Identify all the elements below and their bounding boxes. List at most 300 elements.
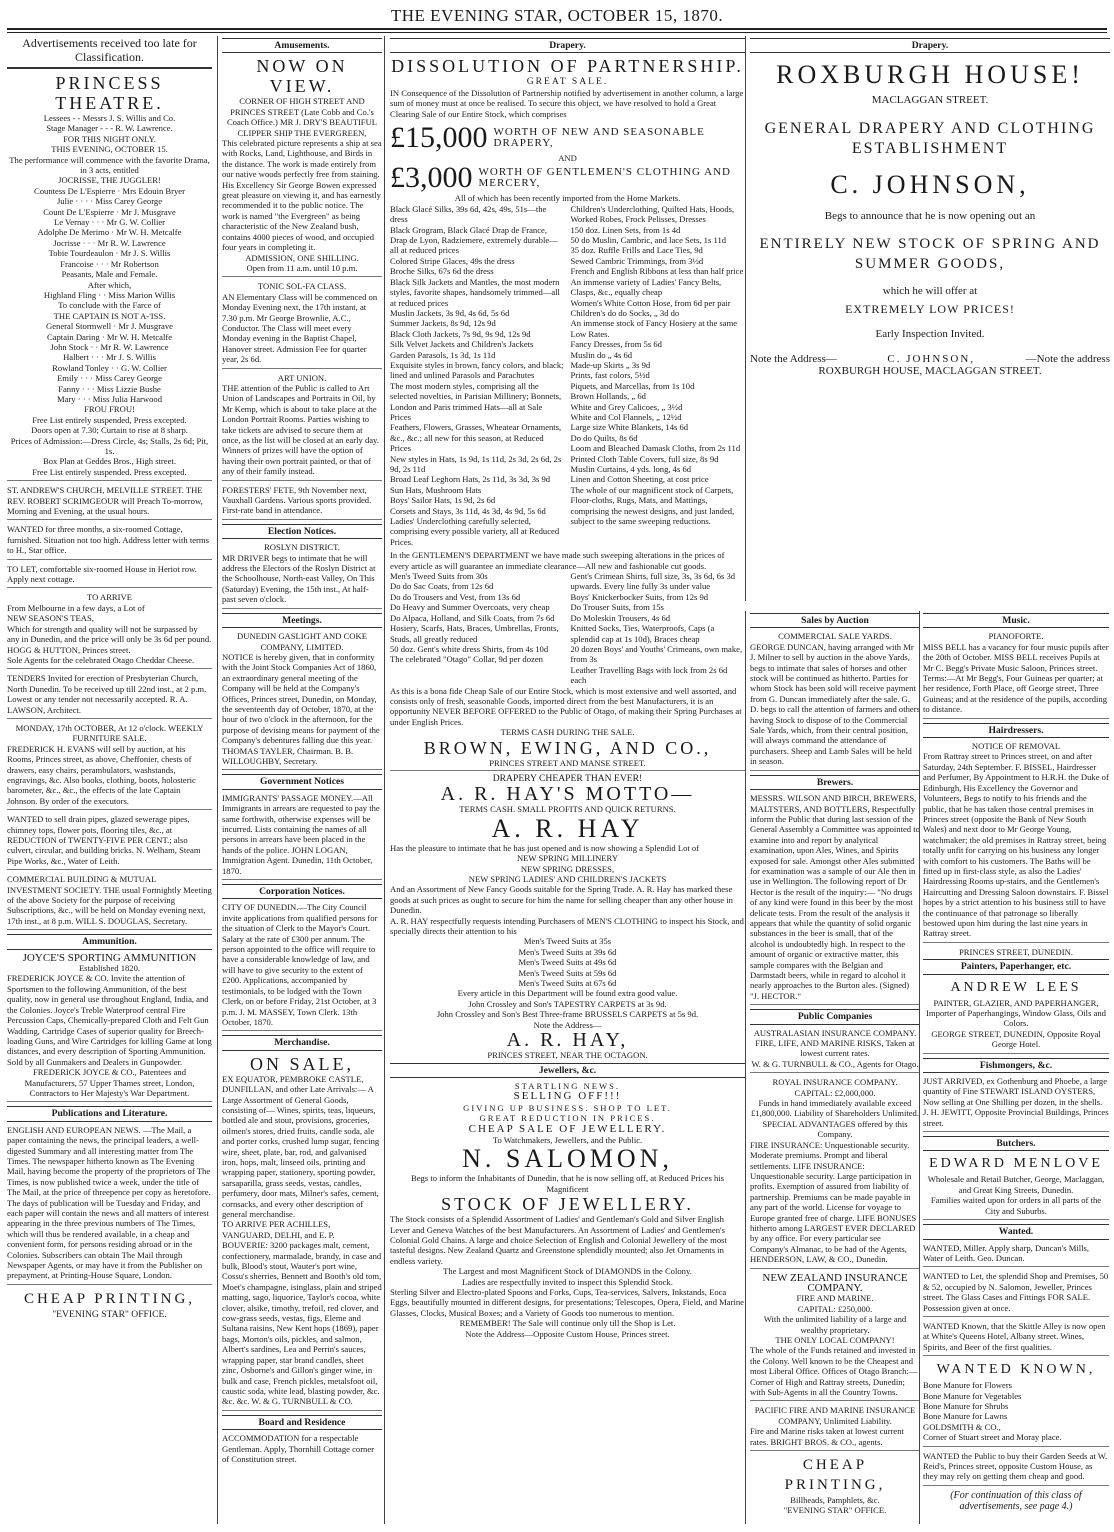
hay-suit: Men's Tweed Suits at 39s 6d xyxy=(518,946,617,957)
royal-title: ROYAL INSURANCE COMPANY. xyxy=(772,1077,898,1088)
princess-line: Highland Fling · · Miss Marion Willis xyxy=(43,289,176,300)
princess-line: Le Vernay · · · Mr G. W. Collier xyxy=(53,217,166,228)
drapery-item: Summer Jackets, 8s 9d, 12s 9d xyxy=(390,318,496,329)
section-board: Board and Residence xyxy=(222,1415,382,1430)
bone-manure-line: Bone Manure for Flowers xyxy=(923,1380,1013,1391)
gents-item: Do do Sac Coats, from 12s 6d xyxy=(390,581,494,592)
hay-body: Has the pleasure to intimate that he has just opened and is now showing a Splendid Lot of xyxy=(390,842,700,853)
general-drapery: GENERAL DRAPERY AND CLOTHING ESTABLISHMENT xyxy=(764,119,1096,157)
teas-line: Sole Agents for the celebrated Otago Cheddar Cheese. xyxy=(7,654,195,665)
princess-line: Halbert · · · Mr J. S. Willis xyxy=(63,352,156,363)
pac-title: PACIFIC FIRE AND MARINE INSURANCE COMPANY, Unlimited Liability. xyxy=(754,1405,916,1426)
drapery-item: Fancy Dresses, from 5s 6d xyxy=(570,339,662,350)
arhay-motto: A. R. HAY'S MOTTO— xyxy=(440,783,695,806)
tonic-title: TONIC SOL-FA CLASS. xyxy=(257,281,347,292)
drapery-item: Children's do do Socks, „ 3d do xyxy=(570,307,680,318)
to-let-ad: TO LET, comfortable six-roomed House in Heriot row. Apply next cottage. xyxy=(7,564,212,589)
drapery-item: Black Silk Jackets and Mantles, the most modern styles, favorite shapes, handsomely trimmed—all at reduced prices xyxy=(390,276,560,308)
princess-line: Captain Daring · Mr W. H. Metcalfe xyxy=(46,331,173,342)
princess-line: Free List entirely suspended. Press excepted. xyxy=(32,466,187,477)
hay-suit: Men's Tweed Suits at 59s 6d xyxy=(518,967,617,978)
roslyn-ad xyxy=(222,542,382,608)
maclaggan: MACLAGGAN STREET. xyxy=(871,94,989,107)
section-election: Election Notices. xyxy=(222,524,382,539)
selling-off: SELLING OFF!!! xyxy=(513,1090,622,1103)
great-reduction: GREAT REDUCTION IN PRICES. xyxy=(479,1113,656,1124)
section-corporation: Corporation Notices. xyxy=(222,884,382,899)
princess-line: Peasants, Male and Female. xyxy=(61,269,158,280)
evergreen-ad xyxy=(222,56,382,277)
wanted-known-ad xyxy=(923,1360,1109,1446)
drapery-item: Corsets and Stays, 3s 11d, 4s 3d, 4s 9d, 5s 6d xyxy=(390,505,546,516)
amount-line-1 xyxy=(390,123,745,153)
tonic-solfa-ad xyxy=(222,281,382,368)
salomon-name: N. SALOMON, xyxy=(462,1144,673,1174)
special-adv: SPECIAL ADVANTAGES offered by this Company. xyxy=(762,1118,908,1140)
princess-line: Rowland Tonley · · G. W. Collier xyxy=(52,362,167,373)
wanted-cottage-ad: WANTED for three months, a six-roomed Cottage, furnished. Situation not too high. Address letter with terms to H., Star office. xyxy=(7,524,212,559)
drapery-item: Muslin do „ 4s 6d xyxy=(570,349,633,360)
jewitt-ad: JUST ARRIVED, ex Gothenburg and Phoebe, a large quantity of Fine STEWART ISLAND OYSTERS, Now selling at One Shilling per dozen, in the shells. J. H. JEWITT, Opposite Provincial Buildings, Princes street. xyxy=(923,1076,1109,1132)
to-watchmakers: To Watchmakers, Jewellers, and the Public. xyxy=(492,1134,643,1145)
princess-line: Francoise · · · Mr Robertson xyxy=(60,258,159,269)
joyce-foot: FREDERICK JOYCE & CO., Patentees and Manufacturers, 57 Upper Thames street, London, Contractors to Her Majesty's War Department. xyxy=(24,1067,195,1098)
princess-line: Mary · · · Miss Julia Harwood xyxy=(56,393,163,404)
nz-body: With the unlimited liability of a large and wealthy proprietary. xyxy=(763,1314,907,1335)
wanted-skittle: WANTED Known, that the Skittle Alley is now open at White's Queens Hotel, Albany street. Wines, Spirits, and Beer of the first qualities. xyxy=(923,1321,1109,1356)
evergreen-body: This celebrated picture represents a ship at sea with Rocks, Land, Lighthouse, and Birds in the distance. The work is made entirely from our native woods perfectly free from staining. His Excellency Sir George Bowen expressed great pleasure on viewing it, and has earnestly recommended it to the public notice. The work is named "the Evergreen" as being characteristic of the New Zealand bush, contains 4000 pieces of wood, and occupied four years in completing it. xyxy=(222,138,382,253)
princess-line: Emily · · · Miss Carey George xyxy=(57,373,162,384)
bone-manure-line: Corner of Stuart street and Moray place. xyxy=(923,1432,1062,1443)
imported-line: All of which has been recently imported from the Home Markets. xyxy=(454,193,681,204)
gents-item: Boys' Knickerbocker Suits, from 12s 9d xyxy=(570,591,709,602)
princess-line: FOR THIS NIGHT ONLY. xyxy=(63,133,156,144)
column-2 xyxy=(217,36,386,1524)
section-music: Music. xyxy=(923,613,1109,628)
gents-item: Do Moleskin Trousers, 4s 6d xyxy=(570,612,671,623)
drapery-item: Colored Stripe Glaces, 49s the dress xyxy=(390,255,515,266)
drapery-item: Do do Quilts, 8s 6d xyxy=(570,432,638,443)
gents-list-left xyxy=(390,571,565,685)
drapery-item: 150 doz. Linen Sets, from 1s 4d xyxy=(570,224,681,235)
and-text: AND xyxy=(558,153,577,164)
wanted-miller: WANTED, Miller. Apply sharp, Duncan's Mills, Water of Leith. Geo. Duncan. xyxy=(923,1243,1109,1268)
princess-line: Countess De L'Espierre · Mrs Edouin Bryer xyxy=(34,185,185,196)
cheap-sale-jewellery: CHEAP SALE OF JEWELLERY. xyxy=(468,1122,667,1135)
section-fishmongers: Fishmongers, &c. xyxy=(923,1058,1109,1073)
star-office-2: "EVENING STAR" OFFICE. xyxy=(783,1505,887,1516)
wilson-birch-ad: MESSRS. WILSON AND BIRCH, BREWERS, MALTSTERS, AND BOTTLERS, Respectfully inform the Public that during last session of the General Assembly a Committee was appointed to examine into and report by analytical examination, upon Ales, Wines, and Spirits exposed for sale. Amongst other Ales submitted for examination was a sample of our Ale then in use in Wellington. The following report of Dr Hector is the result of the inquiry:— "No drugs of any kind were found in this beer by the most delicate tests. From the result of the analysis it appears that while the quantity of solid organic substances in the beer is small, that of the alcohol is undoubtedly high. In respect to the amount of organic or extractive matter, this sample compares with the Belgian and Darmstadt beers, while in regard to alcohol it nearly approaches to the Burton ales. (Signed) "J. HECTOR." xyxy=(750,793,920,1005)
princess-line: Jocrisse · · · Mr R. W. Lawrence xyxy=(53,237,166,248)
nz-title: NEW ZEALAND INSURANCE COMPANY. xyxy=(762,1271,908,1294)
bone-manure-line: Bone Manure for Lawns xyxy=(923,1411,1008,1422)
drapery-item: Muslin Jackets, 3s 9d, 4s 6d, 5s 6d xyxy=(390,307,510,318)
stock-of-jewellery: STOCK OF JEWELLERY. xyxy=(441,1194,694,1215)
teas-ad xyxy=(7,592,212,669)
drapery-item: The whole of our magnificent stock of Carpets, Floor-cloths, Rugs, Mats, and Mattings, comprising the newest designs, and just landed, subject to the same sweeping reductions. xyxy=(570,484,735,527)
amount-3000: £3,000 xyxy=(390,161,473,195)
diamonds: The Largest and most Magnificent Stock of DIAMONDS in the Colony. xyxy=(443,1266,692,1277)
remember: REMEMBER! The Sale will continue only till the Shop is Let. xyxy=(459,1318,676,1329)
gents-item: Knitted Socks, Ties, Waterproofs, Caps (a splendid cap at 1s 10d), Braces cheap xyxy=(570,623,715,644)
gents-item: Hosiery, Scarfs, Hats, Braces, Umbrellas, Fronts, Studs, all greatly reduced xyxy=(390,623,559,644)
roxburgh-ad xyxy=(745,36,1114,601)
menlove-body-2: Families waited upon for orders in all parts of the City and Suburbs. xyxy=(930,1195,1102,1216)
gas-title: DUNEDIN GASLIGHT AND COKE COMPANY, LIMITED. xyxy=(237,631,367,652)
drapery-item: Printed Cloth Table Covers, full size, 8s 9d xyxy=(570,453,719,464)
hay-line: NEW SPRING MILLINERY xyxy=(516,853,619,864)
salomon-address: Note the Address—Opposite Custom House, Princes street. xyxy=(465,1328,670,1339)
begs-announce: Begs to announce that he is now opening out an xyxy=(824,209,1036,222)
princess-line: Julie · · · · Miss Carey George xyxy=(56,196,163,207)
early-inspection: Early Inspection Invited. xyxy=(875,328,985,341)
princess-line: Adolphe De Merimo · Mr W. H. Metcalfe xyxy=(37,227,182,238)
brown-address: PRINCES STREET AND MANSE STREET. xyxy=(390,758,745,771)
section-jewellers: Jewellers, &c. xyxy=(390,1063,745,1078)
teas-lines xyxy=(7,603,212,665)
princess-line: John Stock · · Mr R. W. Lawrence xyxy=(50,341,169,352)
menlove-body: Wholesale and Retail Butcher, George, Maclaggan, and Great King Streets, Dunedin. xyxy=(927,1174,1105,1195)
star-office-1: "EVENING STAR" OFFICE. xyxy=(52,1308,167,1320)
drain-pipes-ad: WANTED to sell drain pipes, glazed sewerage pipes, chimney tops, flower pots, flooring tiles, &c., at REDUCTION of TWENTY-FIVE PER CENT.; also culvert, circular, and building bricks. N. Welham, Steam Pipe Works, &c., Water of Leith. xyxy=(7,814,212,870)
bissel-address: PRINCES STREET, DUNEDIN. xyxy=(959,946,1073,957)
evans-auction-ad xyxy=(7,723,212,810)
drapery-item: Boys' Sailor Hats, 1s 9d, 2s 6d xyxy=(390,495,496,506)
gents-item: Do Trouser Suits, from 15s xyxy=(570,602,664,613)
section-drapery-1: Drapery. xyxy=(390,38,745,53)
lees-ad xyxy=(923,978,1109,1054)
royal-ad xyxy=(750,1077,920,1268)
princess-line: Stage Manager - - - R. W. Lawrence. xyxy=(46,123,173,134)
continuation-note: (For continuation of this class of advertisements, see page 4.) xyxy=(950,1489,1082,1513)
cheaper-than-ever: DRAPERY CHEAPER THAN EVER! xyxy=(492,772,643,784)
art-union-ad xyxy=(222,373,382,481)
gents-item: Do Alpaca, Holland, and Silk Coats, from 7s 6d xyxy=(390,612,555,623)
masthead-rule xyxy=(7,28,1107,33)
hay-address: PRINCES STREET, NEAR THE OCTAGON. xyxy=(487,1050,648,1061)
fire-ins: FIRE INSURANCE: Unquestionable security. Moderate premiums. Prompt and liberal settlements. LIFE INSURANCE: Unquestionable security. Large participation in profits. Exemption of assured from liability of partnership. Premiums can be made payable in any part of the world. License for voyage to Europe granted free of charge. LIFE BONUSES hitherto among LARGEST EVER DECLARED by any office. For every particular see Company's Almanac, to be had of the Agents, HENDERSON, LAW, & CO., Dunedin. xyxy=(750,1139,917,1265)
gents-item: Gent's Crimean Shirts, full size, 3s, 3s 6d, 6s 3d upwards. Every line fully 3s under value xyxy=(570,571,736,592)
entirely-new: ENTIRELY NEW STOCK OF SPRING AND SUMMER GOODS, xyxy=(759,236,1101,273)
hay-body-5: John Crossley and Son's TAPESTRY CARPETS at 3s 9d. xyxy=(468,998,667,1009)
bone-manure-line: GOLDSMITH & CO., xyxy=(923,1421,1001,1432)
note-address: Note the Address— xyxy=(750,353,837,366)
drapery-item: Black Cloth Jackets, 7s 9d, 9s 9d, 12s 9d xyxy=(390,328,531,339)
section-public-companies: Public Companies xyxy=(750,1009,920,1024)
amount-15000-text: WORTH OF NEW AND SEASONABLE DRAPERY, xyxy=(493,125,705,150)
drapery-item: Black Grogram, Black Glacé Drap de France, Drap de Lyon, Radziemere, extremely durable—all at reduced prices xyxy=(390,224,558,256)
billheads: Billheads, Pamphlets, &c. xyxy=(790,1495,880,1506)
aus-body: FIRE, LIFE, AND MARINE RISKS, Taken at lowest current rates. xyxy=(755,1038,915,1059)
princess-line: Tobie Tourdeaulon · Mr J. S. Willis xyxy=(48,248,171,259)
princess-line: Prices of Admission:—Dress Circle, 4s; Stalls, 2s 6d; Pit, 1s. xyxy=(10,435,209,456)
notice-removal: NOTICE OF REMOVAL xyxy=(971,741,1061,752)
section-merchandise: Merchandise. xyxy=(222,1035,382,1050)
section-amusements: Amusements. xyxy=(222,38,382,53)
joyce-ammunition-ad xyxy=(7,953,212,1103)
princess-line: Lessees - - Messrs J. S. Willis and Co. xyxy=(43,113,176,123)
drapery-item: Sewed Cambric Trimmings, from 3½d xyxy=(570,255,704,266)
miss-bell-ad: MISS BELL has a vacancy for four music pupils after the 20th of October. MISS BELL receives Pupils at Mr C. Begg's Private Music Saloon, Princes street. Terms:—At Mr Begg's, Four Guineas per quarter; at her residence, Forth Place, off George street, Three Guineas; and at the residence of the pupils, according to distance. xyxy=(923,642,1109,719)
hay-line: NEW SPRING LADIES' AND CHILDREN'S JACKETS xyxy=(468,874,667,884)
masthead: THE EVENING STAR, OCTOBER 15, 1870. xyxy=(390,6,724,25)
drapery-item: Sun Hats, Mushroom Hats xyxy=(390,484,482,495)
drapery-item: Exquisite styles in brown, fancy colors, and black; lined and unlined Parasols and Parachutes xyxy=(390,359,564,381)
bone-manure-line: Bone Manure for Vegetables xyxy=(923,1390,1022,1401)
arhay-name-2: A. R. HAY, xyxy=(506,1029,629,1052)
evans-body: FREDERICK H. EVANS will sell by auction, at his Rooms, Princes street, as above, Cheffonier, chests of drawers, easy chairs, perambulators, washstands, engravings, &c. Also books, clothing, boots, holosteric barometer, &c., &c., the effects of the late Captain Johnson. By order of the executors. xyxy=(7,743,196,806)
terms-cash: TERMS CASH DURING THE SALE. xyxy=(500,727,635,738)
amount-3000-text: WORTH OF GENTLEMEN'S CLOTHING AND MERCERY, xyxy=(478,166,731,190)
column-3 xyxy=(384,36,750,1524)
section-hairdressers: Hairdressers. xyxy=(923,723,1109,738)
hay-body-4: Every article in this Department will be found extra good value. xyxy=(457,988,678,999)
section-auction: Sales by Auction xyxy=(750,613,920,628)
salomon-body: Begs to inform the Inhabitants of Dunedin, that he is now selling off, at Reduced Prices his Magnificent xyxy=(411,1173,724,1194)
cheap-printing-2: CHEAP PRINTING, xyxy=(784,1457,886,1494)
late-ads-header: Advertisements received too late for Classification. xyxy=(7,36,212,69)
drapery-item: Garden Parasols, 1s 3d, 1s 11d xyxy=(390,349,496,360)
hay-note: Note the Address— xyxy=(533,1019,602,1030)
pianoforte: PIANOFORTE. xyxy=(988,631,1044,642)
on-sale-title: ON SALE, xyxy=(250,1053,354,1074)
gents-item: Do Heavy and Summer Overcoats, very cheap xyxy=(390,602,550,613)
section-government: Government Notices xyxy=(222,774,382,789)
drapery-item: Ladies' Underclothing carefully selected, comprising every possible variety, all at Reduced Prices. xyxy=(390,516,560,547)
drapery-lists xyxy=(390,204,745,547)
commercial-society-ad: COMMERCIAL BUILDING & MUTUAL INVESTMENT SOCIETY. THE usual Fortnightly Meeting of the above Society for the purpose of receiving Subscriptions, &c., will be held on Monday evening next, 17th inst., at 8 p.m. WILL S. DOUGLAS, Secretary. xyxy=(7,874,212,930)
drapery-item: New styles in Hats, 1s 9d, 1s 11d, 2s 3d, 2s 6d, 2s 9d, 2s 11d xyxy=(390,453,562,474)
only-local: THE ONLY LOCAL COMPANY! xyxy=(775,1335,895,1345)
drapery-list-right xyxy=(571,204,746,547)
foresters-ad: FORESTERS' FETE, 9th November next, Vauxhall Gardens. Various sports provided. First-rate band in attendance. xyxy=(222,485,382,520)
royal-body: Funds in hand immediately available exceed £1,800,000. Liability of Shareholders Unlimited. xyxy=(750,1098,920,1119)
princess-line: Fanny · · · Miss Lizzie Bushe xyxy=(58,383,161,394)
teas-head: TO ARRIVE xyxy=(87,592,132,603)
princess-line: FROU FROU! xyxy=(84,404,135,415)
drapery-item: 50 do Muslin, Cambric, and lace Sets, 1s 11d xyxy=(570,235,727,246)
tonic-body: AN Elementary Class will be commenced on Monday Evening next, the 17th instant, at 7.30 p.m. Mr George Brownlie, A.C., Conductor. The Class will meet every Monday evening in the Baptist Chapel, Hanover street. Admission Fee for quarter year, 2s 6d. xyxy=(222,291,378,365)
princess-line: The performance will commence with the favorite Drama, in 3 acts, entitled xyxy=(9,154,210,176)
gents-item: Leather Travelling Bags with lock from 2s 6d each xyxy=(570,664,728,686)
roslyn-body: MR DRIVER begs to intimate that he will address the Electors of the Roslyn District at the Schoolhouse, North-east Valley, On This (Saturday) Evening, the 15th inst., At half-past seven o'clock. xyxy=(222,552,376,605)
lees-body: PAINTER, GLAZIER, AND PAPERHANGER, Importer of Paperhangings, Window Glass, Oils and Colors. xyxy=(926,997,1106,1029)
princess-line: General Stormwell · Mr J. Musgrave xyxy=(46,321,173,332)
evans-head: MONDAY, 17th OCTOBER, At 12 o'clock. WEEKLY FURNITURE SALE. xyxy=(15,722,204,744)
roxburgh-title: ROXBURGH HOUSE! xyxy=(776,60,1084,90)
hay-suit: Men's Tweed Suits at 67s 6d xyxy=(518,978,617,989)
closing-text: As this is a bona fide Cheap Sale of our Entire Stock, which is most extensive and well assorted, and consists only of fresh, seasonable Goods, imported direct from the best Manufacturers, it is an opportunity NEVER BEFORE OFFERED to the Public of Otago, of making their Spring Purchases at under English Prices. xyxy=(390,685,742,727)
on-sale-body: EX EQUATOR, PEMBROKE CASTLE, DUNFILLAN, and other Late Arrivals:— A Large Assortment of General Goods, consisting of— Wines, spirits, teas, liqueurs, bottled ale and stout, provisions, groceries, oilmen's stores, dried fruits, candle soda, ale and porter corks, crushed lump sugar, fencing wire, sheet, plate, bar, rod, and galvanised iron, hops, malt, linseed oils, printing and wrapping paper, stationery, sporting powder, sarsaparilla, grass seeds, vestas, candles, perfumery, door mats, Milner's safes, cement, cornsacks, and every other description of general merchandise. xyxy=(222,1073,380,1219)
drapery-item: Broche Silks, 67s 6d the dress xyxy=(390,266,494,277)
brown-ewing: BROWN, EWING, AND CO., xyxy=(423,737,712,758)
duncan-ad: GEORGE DUNCAN, having arranged with Mr J. Milner to sell by auction in the above Yards, begs to intimate that sales of horses and other stock will be continued as hitherto. Parties for whom Stock has been sold will receive payment from G. Duncan immediately after the sale. G. D. begs to call the attention of farmers and others having Stock to dispose of to the Commercial Sale Yards, which, from their central position, will always command the attendance of purchasers. Sheep and Lamb Sales will be held in season. xyxy=(750,642,920,771)
section-butchers: Butchers. xyxy=(923,1136,1109,1151)
section-wanted: Wanted. xyxy=(923,1224,1109,1239)
drapery-item: Children's Underclothing, Quilted Hats, Hoods, Worked Robes, Frock Pelisses, Dresses xyxy=(570,203,735,225)
menlove-name: EDWARD MENLOVE xyxy=(929,1156,1103,1172)
drapery-item: The most modern styles, comprising all the selected novelties, in Parisian Millinery; Bonnets, London and Paris trimmed Hats—all at Sale Prices xyxy=(390,380,562,422)
hay-lines xyxy=(390,853,745,884)
princess-line: Free List entirely suspended, Press excepted. xyxy=(32,414,187,425)
section-painters: Painters, Paperhanger, etc. xyxy=(923,959,1109,974)
joyce-est: Established 1820. xyxy=(78,963,141,974)
drapery-item: Feathers, Flowers, Grasses, Wheatear Ornaments, &c., &c.; all new for this season, at Reduced Prices xyxy=(390,422,562,454)
aus-agents: W. & G. TURNBULL & CO., Agents for Otago. xyxy=(751,1058,919,1069)
princess-line: To conclude with the Farce of xyxy=(58,300,161,311)
dissolution-title: DISSOLUTION OF PARTNERSHIP. xyxy=(391,56,744,77)
drapery-item: Piquets, and Marcellas, from 1s 10d xyxy=(570,380,695,391)
on-sale-ad xyxy=(222,1054,382,1411)
tenders-ad: TENDERS Invited for erection of Presbyterian Church, North Dunedin. To be received up till 22nd inst., at 2 p.m. Lowest or any tender not necessarily accepted. R. A. LAWSON, Architect. xyxy=(7,673,212,719)
princess-line: Doors open at 7.30; Curtain to rise at 8 sharp. xyxy=(31,425,188,436)
aus-title: AUSTRALASIAN INSURANCE COMPANY. xyxy=(753,1027,917,1038)
gents-intro: In the GENTLEMEN'S DEPARTMENT we have made such sweeping alterations in the prices of every article as will guarantee an immediate clearance—All new and fashionable cut goods. xyxy=(390,550,725,571)
city-ad: CITY OF DUNEDIN.—The City Council invite applications from qualified persons for the situation of Clerk to the Mayor's Court. Salary at the rate of £300 per annum. The person appointed to the office will require to have a considerable knowledge of law, and will have to give security to the extent of £200. Applications, accompanied by testimonials, to be lodged with the Town Clerk, on or before Friday, 21st October, at 3 p.m. J. M. MASSEY, Town Clerk. 13th October, 1870. xyxy=(222,902,382,1031)
giving-up: GIVING UP BUSINESS. SHOP TO LET. xyxy=(463,1102,672,1113)
princess-line: THIS EVENING, OCTOBER 15. xyxy=(51,144,168,155)
section-publications: Publications and Literature. xyxy=(7,1106,212,1121)
drapery-item: Muslin Curtains, 4 yds. long, 4s 6d xyxy=(570,464,692,474)
section-drapery-2: Drapery. xyxy=(750,38,1110,53)
teas-line: From Melbourne in a few days, a Lot of xyxy=(7,602,145,613)
johnson-name-2: C. JOHNSON, xyxy=(887,353,976,366)
gas-body: NOTICE is hereby given, that in conformity with the Joint Stock Companies Act of 1860, an extraordinary general meeting of the Company will be held at the Company's Offices, Princes street, Dunedin, on Monday, the seventeenth day of October, 1870, at the hour of two o'clock in the afternoon, for the purpose of devising means for payment of the Company's debentures falling due this year. THOMAS TAYLER, Chairman. B. B. WILLOUGHBY, Secretary. xyxy=(222,651,380,766)
st-andrews-ad: ST. ANDREW'S CHURCH, MELVILLE STREET. THE REV. ROBERT SCRIMGEOUR will Preach To-morrow, Morning and Evening, at the usual hours. xyxy=(7,485,212,520)
joyce-title: JOYCE'S SPORTING AMMUNITION xyxy=(22,951,197,964)
sale-yards-title: COMMERCIAL SALE YARDS. xyxy=(778,631,892,642)
open-hours: Open from 11 a.m. until 10 p.m. xyxy=(246,262,358,273)
menlove-ad xyxy=(923,1154,1109,1220)
gents-item: Men's Tweed Suits from 30s xyxy=(390,571,488,582)
drapery-item: Linen and Cotton Sheeting, at cost price xyxy=(570,474,709,485)
great-sale: GREAT SALE. xyxy=(526,76,609,88)
bone-manure-lines xyxy=(923,1380,1109,1442)
salomon-body-2: The Stock consists of a Splendid Assortment of Ladies' and Gentleman's Gold and Silver English Lever and Geneva Watches of the best Manufacturers. An Assortment of Ladies' and Gentlemen's Colonial Gold Chains. A large and choice Selection of English and Colonial Jewellery of the most tasteful designs. New Zealand Quartz and Greenstone splendidly mounted; also Jet Ornaments in endless variety. xyxy=(390,1214,727,1266)
immigrants-ad: IMMIGRANTS' PASSAGE MONEY.—All Immigrants in arrears are requested to pay the same forthwith, otherwise expenses will be incurred. Lists containing the names of all persons in arrears have been placed in the hands of the police. JOHN LOGAN, Immigration Agent. Dunedin, 11th October, 1870. xyxy=(222,793,382,880)
hay-body-2: And an Assortment of New Fancy Goods suitable for the Spring Trade. A. R. Hay has marked these goods at such prices as ought to secure for him the name for selling cheaper than any other house in Dunedin. xyxy=(390,884,733,916)
hay-suits xyxy=(390,936,745,988)
column-4 xyxy=(745,611,924,1524)
gents-item: 20 dozen Boys' and Youths' Crimeans, own make, from 3s xyxy=(570,643,743,665)
roxburgh-address: ROXBURGH HOUSE, MACLAGGAN STREET. xyxy=(818,364,1042,377)
now-on-view: NOW ON VIEW. xyxy=(256,56,348,97)
arhay-sub: TERMS CASH. SMALL PROFITS AND QUICK RETURNS. xyxy=(459,804,676,815)
princess-line: JOCRISSE, THE JUGGLER! xyxy=(58,175,161,186)
amount-line-2 xyxy=(390,163,745,193)
drapery-item: An immense variety of Ladies' Fancy Belts, Clasps, &c., equally cheap xyxy=(570,276,722,298)
art-body: THE attention of the Public is called to Art Union of Landscapes and Portraits in Oil, by Mr Kemp, which is about to take place at the London Portrait Rooms. Parties wishing to take tickets are advised to secure them at once, as the list will be closed at an early day. Winners of prizes will have the option of having their own portrait painted, or that of any of their family instead. xyxy=(222,382,379,477)
section-ammunition: Ammunition. xyxy=(7,934,212,949)
gents-item: The celebrated "Otago" Collar, 9d per dozen xyxy=(390,654,543,665)
newspaper-page xyxy=(7,4,1110,1524)
teas-line: HOGG & HUTTON, Princes street. xyxy=(7,644,131,655)
drapery-item: Black Glacé Silks, 39s 6d, 42s, 49s, 51s—the dress xyxy=(390,203,547,225)
royal-capital: CAPITAL: £2,000,000. xyxy=(794,1087,876,1098)
offer-at: which he will offer at xyxy=(882,285,978,298)
drapery-item: 35 doz. Ruffle Frills and Lace Ties, 9d xyxy=(570,245,703,256)
column-1 xyxy=(7,36,216,1524)
art-title: ART UNION. xyxy=(277,372,327,383)
bissel-ad: From Rattray street to Princes street, on and after Saturday, 24th September. F. BISSEL, Hairdresser and Perfumer, By Appointment to H.R.H. the Duke of Edinburgh, His Excellency the Governor and Volunteers, Begs to notify to his friends and the public, that he has taken those central premises in Princes street (opposite the Bank of New South Wales) and next door to Mr George Young, watchmaker; the old premises in Rattray street, being totally unfit for carrying on his business any longer with comfort to his customers. The Baths will be fitted up in first-class style, as also the Ladies' Hairdressing Rooms up-stairs, and the Gentlemen's Haircutting and Dressing Saloon downstairs. F. Bissel hopes by a strict attention to his business still to have the continuance of that patronage so liberally bestowed upon him during the last nine years in Rattray street. xyxy=(923,751,1109,942)
wanted-seeds: WANTED the Public to buy their Garden Seeds at W. Reid's, Princes street, opposite Custom House, as they may rely on getting them cheap and good. xyxy=(923,1451,1109,1486)
australasian-ad xyxy=(750,1028,920,1074)
ladies-invite: Ladies are respectfully invited to inspect this Splendid Stock. xyxy=(462,1276,673,1287)
johnson-name: C. JOHNSON, xyxy=(830,169,1030,199)
note-address-right: —Note the address xyxy=(1025,353,1110,366)
bone-manure-line: Bone Manure for Shrubs xyxy=(923,1400,1009,1411)
drapery-item: Brown Hollands, „ 6d xyxy=(570,391,646,402)
section-meetings: Meetings. xyxy=(222,613,382,628)
nz-insurance-ad xyxy=(750,1273,920,1402)
gaslight-ad xyxy=(222,631,382,770)
gents-list-right xyxy=(571,571,746,685)
gents-item: Do do Trousers and Vest, from 13s 6d xyxy=(390,591,521,602)
arhay-name: A. R. HAY xyxy=(491,813,644,843)
princess-line: Box Plan at Geddes Bros., High street. xyxy=(43,456,176,467)
section-brewers: Brewers. xyxy=(750,775,920,790)
hay-line: NEW SPRING DRESSES, xyxy=(520,863,615,874)
drapery-item: Broad Leaf Leghorn Hats, 2s 11d, 3s 3d, 3s 9d xyxy=(390,474,551,485)
drapery-item: French and English Ribbons at less than half price xyxy=(570,266,744,277)
nz-capital: CAPITAL: £250,000. xyxy=(797,1303,873,1314)
drapery-list-left xyxy=(390,204,565,547)
pac-body: Fire and Marine risks taken at lowest current rates. BRIGHT BROS. & CO., agents. xyxy=(750,1426,904,1447)
drapery-item: Silk Velvet Jackets and Children's Jackets xyxy=(390,339,534,350)
princess-lines xyxy=(7,113,212,477)
startling-news: STARTLING NEWS. xyxy=(514,1080,621,1091)
drapery-item: White and Col Flannels, „ 12½d xyxy=(570,411,682,422)
nz-body-2: The whole of the Funds retained and invested in the Colony. Well known to be the Cheapest and most Liberal Office. Offices of Otago Branch:—Corner of High and Rattray streets, Dunedin; with Sub-Agents in all the Country Towns. xyxy=(750,1345,918,1398)
hay-suit: Men's Tweed Suits at 49s 6d xyxy=(518,957,617,968)
princess-line: Count De L'Espierre · Mr J. Musgrave xyxy=(43,206,176,217)
drapery-item: Made-up Skirts „ 3s 9d xyxy=(570,359,651,370)
nz-fire: FIRE AND MARINE. xyxy=(796,1293,874,1304)
board-ad: ACCOMMODATION for a respectable Gentleman. Apply, Thornhill Cottage corner of Constitution street. xyxy=(222,1433,375,1464)
wanted-known-title: WANTED KNOWN, xyxy=(936,1362,1096,1378)
drapery-item: Large size White Blankets, 14s 6d xyxy=(570,422,689,433)
hay-body-3: A. R. HAY respectfully requests intending Purchasers of MEN'S CLOTHING to inspect his Stock, and specially directs their attention to his xyxy=(390,915,744,937)
roslyn-title: ROSLYN DISTRICT. xyxy=(264,542,340,553)
gents-item: 50 doz. Gent's white dress Shirts, from 4s 10d xyxy=(390,643,549,654)
hay-body-6: John Crossley and Son's Best Three-frame BRUSSELS CARPETS at 5s 9d. xyxy=(436,1009,699,1020)
hay-suit: Men's Tweed Suits at 35s xyxy=(523,936,612,947)
dissolution-intro: IN Consequence of the Dissolution of Partnership notified by advertisement in another column, a large sum of money must at once be realised. To secure this object, we have resolved to hold a Great Clearing Sale of our Entire Stock, which comprises xyxy=(390,87,744,119)
drapery-item: Loom and Bleached Damask Cloths, from 2s 11d xyxy=(570,443,741,454)
english-news-ad: ENGLISH AND EUROPEAN NEWS. —The Mail, a paper containing the news, the principal leaders, a well-digested Summary and all interesting matter from The Times. The newspaper hitherto known as The Evening Mail, having become the property of the proprietors of The Times, is now published twice a week, under the title of The Mail, at the price of threepence per copy as heretofore. The days of publication will be Tuesday and Friday, and each paper will contain the news and all matters of interest appearing in the three previous numbers of The Times, which will thus be rendered available, in a cheap and convenient form, for persons residing abroad or in the Colonies. Subscribers can obtain The Mail through Newspaper Agents, or may have it from the Publisher on prepayment, at Printing-House Square, London. xyxy=(7,1125,212,1285)
cheap-printing-1: CHEAP PRINTING, xyxy=(23,1290,196,1307)
wanted-let: WANTED to Let, the splendid Shop and Premises, 50 & 52, occupied by N. Salomon, Jeweller, Princes street. The Glass Cases and Fittings FOR SALE. Possession given at once. xyxy=(923,1271,1109,1317)
drapery-item: White and Grey Calicoes, „ 3½d xyxy=(570,401,683,412)
lees-name: ANDREW LEES xyxy=(950,979,1082,995)
admission: ADMISSION, ONE SHILLING. xyxy=(245,252,359,263)
amount-15000: £15,000 xyxy=(390,121,488,155)
teas-line: NEW SEASON'S TEAS, xyxy=(7,613,94,624)
pacific-ad xyxy=(750,1405,920,1451)
drapery-item: Women's White Cotton Hose, from 6d per pair xyxy=(570,297,731,308)
sterling: Sterling Silver and Electro-plated Spoons and Forks, Cups, Tea-services, Salvers, Inkstands, Eoca Eggs, beautifully mounted in different designs, for presentations; Telescopes, Opera, Field, and Marine Glasses, Clocks, Musical Boxes; and a Variety of Goods too numerous to mention. xyxy=(390,1287,744,1318)
arrive-body: TO ARRIVE PER ACHILLES, VANGUARD, DELHI, and E. P. BOUVERIE: 3200 packages malt, cement, confectionery, marmalade, brandy, in case and bulk, Blood's stout, Wauter's port wine, Cossu's sherries, Bennett and Booth's old tom, Moet's champagne, isinglass, plain and striped matting, sago, liquorice, Taylor's cocoa, white clover, alsike, timothy, trefoil, red clover, and cow-grass seeds, vestas, figs, Eleme and Sultana raisins, New Kent hops (1869), paper bags, Morton's oils, pickles, and salmon, Albert's sardines, Lea and Perrin's sauces, wrapping paper, star brand candles, sheet zinc, Osborne's and Gillon's ginger wine, in bulk and case, French pickles, metalsfoot oil, caustic soda, white lead, blasting powder, &c. &c. &c. W. & G. TURNBULL & CO. xyxy=(222,1219,382,1407)
lees-address: GEORGE STREET, DUNEDIN, Opposite Royal George Hotel. xyxy=(931,1028,1101,1050)
princess-title: PRINCESS THEATRE. xyxy=(55,73,164,113)
princess-line: THE CAPTAIN IS NOT A-'ISS. xyxy=(53,310,166,321)
princess-line: After which, xyxy=(87,279,132,290)
low-prices: EXTREMELY LOW PRICES! xyxy=(845,301,1015,316)
drapery-item: An immense stock of Fancy Hosiery at the same Low Rates. xyxy=(570,318,738,339)
gents-lists xyxy=(390,571,745,685)
evergreen-head: CORNER OF HIGH STREET AND PRINCES STREET (Late Cobb and Co.'s Coach Office.) MR J. DRY'S BEAUTIFUL CLIPPER SHIP THE EVERGREEN, xyxy=(226,96,378,138)
drapery-item: Prints, fast colors, 5½d xyxy=(570,370,650,381)
